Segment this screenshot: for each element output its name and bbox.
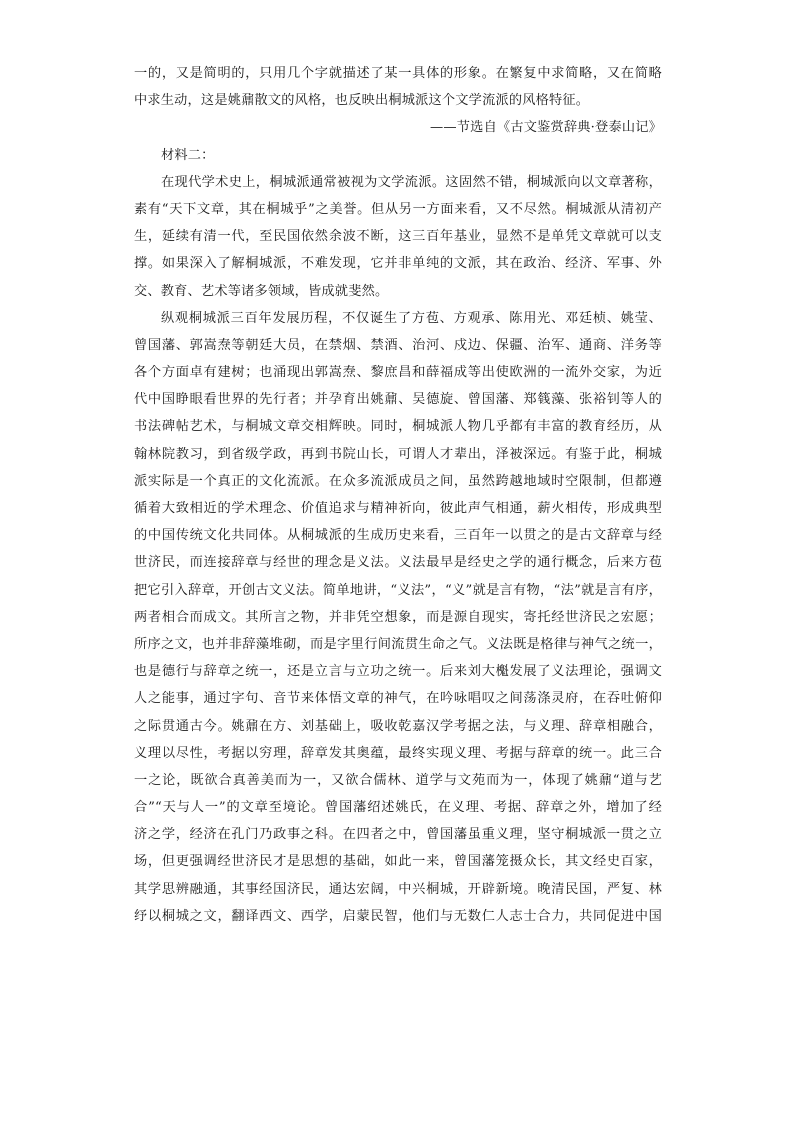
text-line: 也是德行与辞章之统一，还是立言与立功之统一。后来刘大櫆发展了义法理论，强调文 [134,664,662,680]
text-line: 世济民，而连接辞章与经世的理念是义法。义法最早是经史之学的通行概念，后来方苞 [134,555,662,571]
text-line: 书法碑帖艺术，与桐城文章交相辉映。同时，桐城派人物几乎都有丰富的教育经历，从 [134,419,662,435]
text-line: 纵观桐城派三百年发展历程，不仅诞生了方苞、方观承、陈用光、邓廷桢、姚莹、 [161,310,662,326]
text-line: 在现代学术史上，桐城派通常被视为文学流派。这固然不错，桐城派向以文章著称， [161,174,662,190]
text-line: 合”“天与人一”的文章至境论。曾国藩绍述姚氏，在义理、考据、辞章之外，增加了经 [134,800,662,816]
text-line: 之际贯通古今。姚鼐在方、刘基础上，吸收乾嘉汉学考据之法，与义理、辞章相融合， [134,718,662,734]
text-line: 把它引入辞章，开创古文义法。简单地讲，“义法”，“义”就是言有物，“法”就是言有序， [134,582,662,598]
text-line: 曾国藩、郭嵩焘等朝廷大员，在禁烟、禁酒、治河、戍边、保疆、治军、通商、洋务等 [134,337,662,353]
material-two-heading: 材料二： [161,147,215,163]
text-line: 翰林院教习，到省级学政，再到书院山长，可谓人才辈出，泽被深远。有鉴于此，桐城 [134,446,662,462]
section-1-text [134,60,662,142]
text-line: 派实际是一个真正的文化流派。在众多流派成员之间，虽然跨越地域时空限制，但都遵 [134,473,662,489]
paragraph-2 [134,305,662,930]
text-line: 中求生动，这是姚鼐散文的风格，也反映出桐城派这个文学流派的风格特征。 [134,93,590,109]
text-line: 场，但更强调经世济民才是思想的基础，如此一来，曾国藩笼摄众长，其文经史百家， [134,854,662,870]
text-line: 的中国传统文化共同体。从桐城派的生成历史来看，三百年一以贯之的是古文辞章与经 [134,528,662,544]
text-line: 纾以桐城之文，翻译西文、西学，启蒙民智，他们与无数仁人志士合力，共同促进中国 [134,908,662,924]
source-citation: ——节选自《古文鉴赏辞典·登泰山记》 [430,120,662,136]
text-line: 生，延续有清一代，至民国依然余波不断，这三百年基业，显然不是单凭文章就可以支 [134,229,662,245]
document-body [134,60,662,930]
text-line: 代中国睁眼看世界的先行者；并孕育出姚鼐、吴德旋、曾国藩、郑篯藻、张裕钊等人的 [134,392,662,408]
text-line: 两者相合而成文。其所言之物，并非凭空想象，而是源自现实，寄托经世济民之宏愿； [134,609,662,625]
text-line: 各个方面卓有建树；也涌现出郭嵩焘、黎庶昌和薛福成等出使欧洲的一流外交家，为近 [134,365,662,381]
text-line: 一之论，既欲合真善美而为一，又欲合儒林、道学与文苑而为一，体现了姚鼐“道与艺 [134,772,662,788]
text-line: 素有“天下文章，其在桐城乎”之美誉。但从另一方面来看，又不尽然。桐城派从清初产 [134,201,662,217]
text-line: 所序之文，也并非辞藻堆砌，而是字里行间流贯生命之气。义法既是格律与神气之统一， [134,636,662,652]
text-line: 循着大致相近的学术理念、价值追求与精神祈向，彼此声气相通，薪火相传，形成典型 [134,501,662,516]
paragraph-1 [134,169,662,305]
text-line: 交、教育、艺术等诸多领域，皆成就斐然。 [134,283,389,299]
text-line: 其学思辨融通，其事经国济民，通达宏阔，中兴桐城，开辟新境。晚清民国，严复、林 [134,881,662,897]
text-line: 撑。如果深入了解桐城派，不难发现，它并非单纯的文派，其在政治、经济、军事、外 [134,256,662,272]
text-line: 人之能事，通过字句、音节来体悟文章的神气，在吟咏唱叹之间荡涤灵府，在吞吐俯仰 [134,691,662,707]
text-line: 义理以尽性，考据以穷理，辞章发其奥蕴，最终实现义理、考据与辞章的统一。此三合 [134,745,662,761]
text-line: 一的，又是简明的，只用几个字就描述了某一具体的形象。在繁复中求简略，又在简略 [134,66,662,81]
text-line: 济之学，经济在孔门乃政事之科。在四者之中，曾国藩虽重义理，坚守桐城派一贯之立 [134,827,662,843]
